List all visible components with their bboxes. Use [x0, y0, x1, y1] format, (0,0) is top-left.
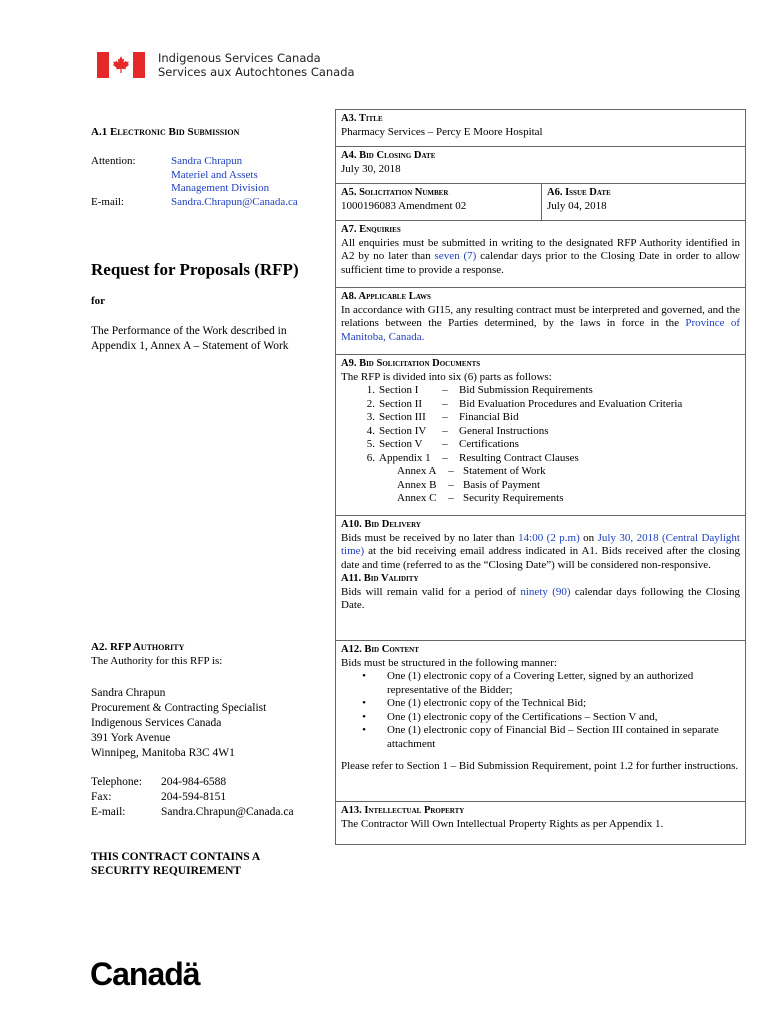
attention-line: Materiel and Assets: [171, 168, 258, 181]
telephone-label: Telephone:: [91, 776, 142, 788]
a8-heading: A8. Applicable Laws: [341, 291, 431, 302]
list-item: 2. Section II – Bid Evaluation Procedures and Evaluation Criteria: [366, 397, 683, 410]
a2-block: [91, 641, 331, 668]
a7-highlight: seven (7): [434, 250, 477, 262]
email2-value[interactable]: Sandra.Chrapun@Canada.ca: [161, 806, 294, 818]
a3-value: Pharmacy Services – Percy E Moore Hospital: [341, 125, 543, 138]
a5-value: 1000196083 Amendment 02: [341, 199, 467, 212]
email-label: E-mail:: [91, 195, 124, 208]
a8-text: In accordance with GI15, any resulting contract must be interpreted and governed, and the relations between the Parties determined, by the laws in force in the: [341, 303, 740, 329]
attention-label: Attention:: [91, 155, 136, 167]
list-item: • One (1) electronic copy of the Technical Bid;: [362, 697, 587, 709]
list-item: 1. Section I – Bid Submission Requirements: [366, 384, 593, 396]
a11-heading: A11. Bid Validity: [341, 573, 419, 584]
a10-date: July 30, 2018 (Central Daylight time): [341, 531, 740, 557]
a12-heading: A12. Bid Content: [341, 644, 419, 655]
a12-note: Please refer to Section 1 – Bid Submission Requirement, point 1.2 for further instructions.: [341, 760, 739, 772]
fax-value: 204-594-8151: [161, 791, 227, 803]
a12-box: [335, 640, 746, 802]
authority-line: Sandra Chrapun: [91, 687, 166, 699]
a8-highlight: Province of Manitoba, Canada.: [341, 317, 740, 343]
a3-heading: A3. Title: [341, 113, 383, 124]
a11-highlight: ninety (90): [520, 585, 571, 598]
authority-line: 391 York Avenue: [91, 732, 171, 744]
canada-wordmark: Canadä: [90, 956, 200, 992]
attention-line: Sandra Chrapun: [171, 155, 243, 167]
a5-heading: A5. Solicitation Number: [341, 187, 449, 198]
authority-address: [91, 686, 331, 761]
annex-item: Annex B – Basis of Payment: [397, 478, 540, 491]
list-item: 6. Appendix 1 – Resulting Contract Clauses: [366, 451, 579, 464]
a10-text-on: on: [579, 531, 598, 544]
a1-heading: A.1 Electronic Bid Submission: [91, 126, 240, 138]
attention-block: [91, 155, 331, 209]
list-item: 5. Section V – Certifications: [366, 438, 519, 450]
a6-box: [541, 183, 746, 221]
a13-box: [335, 801, 746, 845]
a7-box: [335, 220, 746, 288]
list-item: • One (1) electronic copy of the Certifications – Section V and,: [362, 710, 658, 723]
a10-text: Bids must be received by no later than: [341, 531, 519, 544]
a12-intro: Bids must be structured in the following manner:: [341, 656, 557, 669]
list-item: • One (1) electronic copy of a Covering Letter, signed by an authorized representative of the Bidder;: [362, 670, 694, 696]
email-link[interactable]: Sandra.Chrapun@Canada.ca: [171, 195, 298, 208]
a13-heading: A13. Intellectual Property: [341, 805, 465, 816]
department-signature: [158, 51, 355, 79]
a3-box: [335, 109, 746, 147]
canada-flag-icon: [97, 52, 145, 78]
a2-intro: The Authority for this RFP is:: [91, 654, 223, 667]
department-name-fr: Services aux Autochtones Canada: [158, 65, 355, 79]
annex-item: Annex A – Statement of Work: [397, 465, 546, 477]
email2-label: E-mail:: [91, 806, 126, 818]
authority-line: Winnipeg, Manitoba R3C 4W1: [91, 747, 235, 759]
a5-box: [335, 183, 542, 221]
a10-text-end: at the bid receiving email address indicated in A1. Bids received after the closing date and time (referred to as the “Closing Date”) will be considered non-responsive.: [341, 545, 740, 571]
a10-a11-box: [335, 515, 746, 641]
attention-line: Management Division: [171, 182, 270, 194]
list-item: 4. Section IV – General Instructions: [366, 424, 549, 437]
a9-heading: A9. Bid Solicitation Documents: [341, 358, 481, 369]
a7-text: All enquiries must be submitted in writing to the designated RFP Authority identified in A2 by no later than: [341, 236, 740, 262]
a8-box: [335, 287, 746, 355]
a10-time: 14:00 (2 p.m): [518, 531, 580, 544]
a2-heading: A2. RFP Authority: [91, 641, 185, 653]
a12-bullet-list: [341, 670, 740, 751]
for-label: for: [91, 295, 106, 307]
authority-line: Procurement & Contracting Specialist: [91, 702, 267, 714]
fax-label: Fax:: [91, 791, 112, 803]
a9-box: [335, 354, 746, 516]
telephone-value: 204-984-6588: [161, 776, 227, 788]
a9-document-list: [341, 384, 740, 465]
a6-heading: A6. Issue Date: [547, 187, 611, 198]
a11-text: Bids will remain valid for a period of: [341, 585, 521, 598]
a7-text-end: calendar days prior to the Closing Date in order to allow sufficient time to provide a response.: [341, 250, 740, 276]
list-item: 3. Section III – Financial Bid: [366, 411, 519, 423]
authority-line: Indigenous Services Canada: [91, 717, 222, 729]
performance-text: The Performance of the Work described in Appendix 1, Annex A – Statement of Work: [91, 325, 289, 352]
security-notice: THIS CONTRACT CONTAINS A SECURITY REQUIREMENT: [91, 851, 260, 877]
list-item: • One (1) electronic copy of Financial Bid – Section III contained in separate attachment: [362, 724, 719, 750]
department-name-en: Indigenous Services Canada: [158, 51, 321, 65]
contact-block: [91, 775, 331, 820]
a6-value: July 04, 2018: [547, 199, 607, 212]
a10-heading: A10. Bid Delivery: [341, 519, 421, 530]
a4-box: [335, 146, 746, 184]
rfp-title: Request for Proposals (RFP): [91, 260, 299, 279]
annex-item: Annex C – Security Requirements: [397, 492, 564, 504]
a7-heading: A7. Enquiries: [341, 224, 401, 235]
a4-heading: A4. Bid Closing Date: [341, 150, 436, 161]
a4-value: July 30, 2018: [341, 162, 401, 175]
a13-text: The Contractor Will Own Intellectual Property Rights as per Appendix 1.: [341, 817, 664, 830]
a11-text-end: calendar days following the Closing Date.: [341, 585, 740, 611]
a9-intro: The RFP is divided into six (6) parts as follows:: [341, 370, 552, 383]
